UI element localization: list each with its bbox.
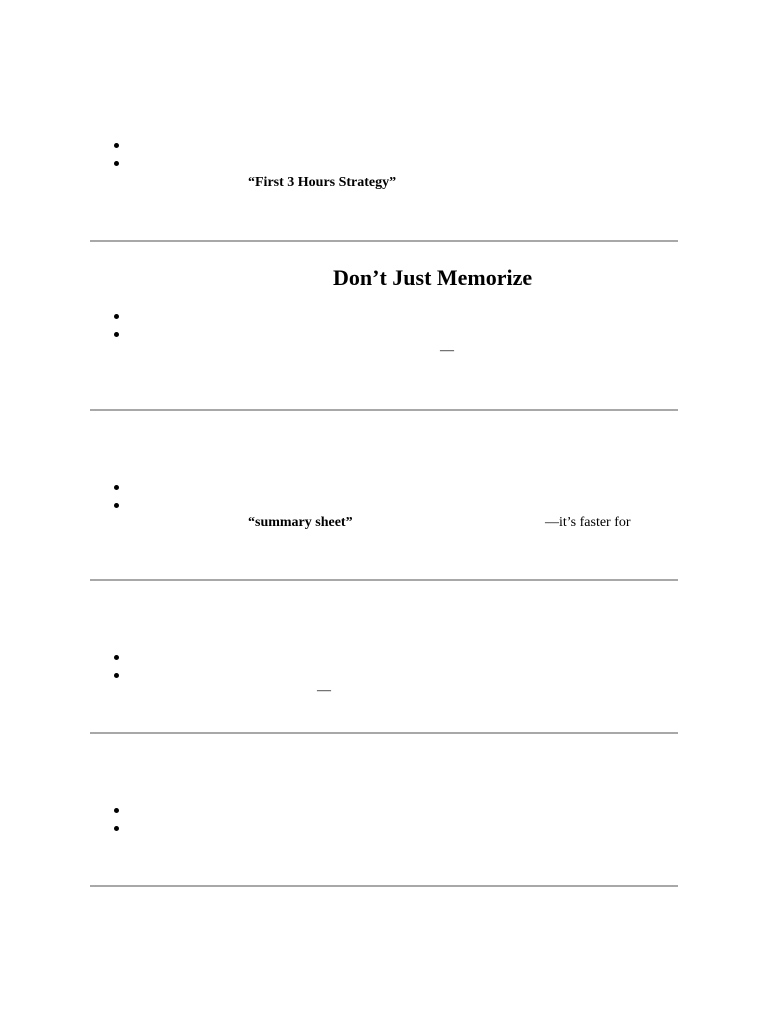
list-bullet [114, 332, 119, 337]
list-bullet [114, 808, 119, 813]
list-bullet [114, 485, 119, 490]
list-bullet [114, 143, 119, 148]
em-dash: — [317, 683, 331, 698]
section-heading: Don’t Just Memorize [333, 265, 533, 290]
section-divider [90, 579, 678, 581]
section-divider [90, 240, 678, 242]
list-bullet [114, 655, 119, 660]
section-divider [90, 409, 678, 411]
section-divider [90, 732, 678, 734]
list-bullet [114, 503, 119, 508]
list-bullet [114, 161, 119, 166]
list-bullet [114, 314, 119, 319]
summary-quote: “summary sheet” [248, 515, 353, 530]
list-bullet [114, 673, 119, 678]
list-bullet [114, 826, 119, 831]
strategy-quote: “First 3 Hours Strategy” [248, 175, 397, 190]
sentence-tail: —it’s faster for [545, 515, 631, 530]
section-divider [90, 885, 678, 887]
em-dash: — [440, 343, 454, 358]
